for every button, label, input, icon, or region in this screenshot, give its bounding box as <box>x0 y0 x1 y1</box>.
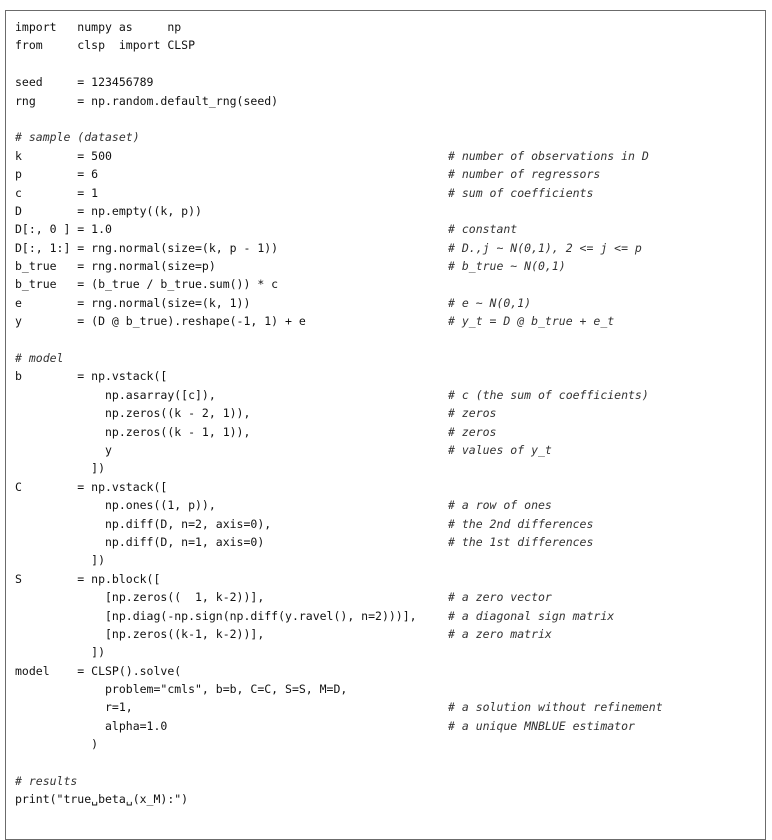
code-text: S = np.block([ <box>15 571 161 586</box>
inline-comment: # values of y_t <box>448 442 552 457</box>
code-text: ]) <box>15 461 106 476</box>
inline-comment: # the 1st differences <box>448 534 594 549</box>
code-line <box>15 643 766 661</box>
code-text: D[:, 0 ] = 1.0 <box>15 222 112 237</box>
code-text: np.diff(D, n=1, axis=0) <box>15 534 265 549</box>
code-text: from clsp import CLSP <box>15 38 196 53</box>
code-line <box>15 790 766 808</box>
inline-comment: # a zero matrix <box>448 626 552 641</box>
code-line <box>15 570 766 588</box>
code-line <box>15 680 766 698</box>
code-line <box>15 772 766 790</box>
inline-comment: # y_t = D @ b_true + e_t <box>448 314 615 329</box>
code-text: y <box>15 442 112 457</box>
inline-comment: # a zero vector <box>448 590 552 605</box>
code-line <box>15 754 766 772</box>
code-line <box>15 515 766 533</box>
code-line <box>15 533 766 551</box>
code-text: D = np.empty((k, p)) <box>15 203 202 218</box>
code-line <box>15 18 766 36</box>
code-text: import numpy as np <box>15 20 182 34</box>
code-text: ]) <box>15 645 106 660</box>
code-line <box>15 92 766 110</box>
code-text: rng = np.random.default_rng(seed) <box>15 93 279 108</box>
code-line <box>15 404 766 422</box>
code-text: np.diff(D, n=2, axis=0), <box>15 516 272 531</box>
code-line <box>15 625 766 643</box>
section-comment: # sample (dataset) <box>15 130 140 145</box>
code-text: np.zeros((k - 2, 1)), <box>15 406 251 421</box>
code-text: problem="cmls", b=b, C=C, S=S, M=D, <box>15 682 348 697</box>
code-text: b = np.vstack([ <box>15 369 168 384</box>
code-line <box>15 551 766 569</box>
code-line <box>15 147 766 165</box>
code-line <box>15 165 766 183</box>
code-line <box>15 110 766 128</box>
code-line <box>15 239 766 257</box>
code-text: print("true␣beta␣(x_M):") <box>15 792 189 807</box>
code-line <box>15 607 766 625</box>
code-line <box>15 128 766 146</box>
inline-comment: # a diagonal sign matrix <box>448 608 615 623</box>
inline-comment: # constant <box>448 222 518 237</box>
code-line <box>15 423 766 441</box>
code-text: [np.zeros(( 1, k-2))], <box>15 590 265 605</box>
code-text: np.zeros((k - 1, 1)), <box>15 424 251 439</box>
code-line <box>15 184 766 202</box>
inline-comment: # b_true ~ N(0,1) <box>448 259 566 274</box>
code-line <box>15 698 766 716</box>
code-line <box>15 312 766 330</box>
code-text: np.ones((1, p)), <box>15 498 216 513</box>
code-text: seed = 123456789 <box>15 75 154 90</box>
code-text: C = np.vstack([ <box>15 479 168 494</box>
inline-comment: # number of observations in D <box>448 148 649 163</box>
inline-comment: # the 2nd differences <box>448 516 594 531</box>
section-comment: # results <box>15 774 78 789</box>
code-text: model = CLSP().solve( <box>15 663 182 678</box>
section-comment: # model <box>15 351 64 366</box>
code-line <box>15 294 766 312</box>
inline-comment: # zeros <box>448 406 497 421</box>
code-line <box>15 220 766 238</box>
code-line <box>15 275 766 293</box>
code-text: [np.zeros((k-1, k-2))], <box>15 626 265 641</box>
inline-comment: # D.,j ~ N(0,1), 2 <= j <= p <box>448 240 642 255</box>
inline-comment: # c (the sum of coefficients) <box>448 387 649 402</box>
code-line <box>15 386 766 404</box>
code-line <box>15 257 766 275</box>
code-text: c = 1 <box>15 185 99 200</box>
code-line <box>15 367 766 385</box>
code-line <box>15 349 766 367</box>
inline-comment: # e ~ N(0,1) <box>448 295 532 310</box>
inline-comment: # a row of ones <box>448 498 552 513</box>
code-text: np.asarray([c]), <box>15 387 216 402</box>
code-text: ) <box>15 737 99 752</box>
code-line <box>15 459 766 477</box>
inline-comment: # a solution without refinement <box>448 700 663 715</box>
code-text: p = 6 <box>15 167 99 182</box>
code-text: b_true = (b_true / b_true.sum()) * c <box>15 277 279 292</box>
code-line <box>15 55 766 73</box>
code-line <box>15 202 766 220</box>
code-text: y = (D @ b_true).reshape(-1, 1) + e <box>15 314 306 329</box>
inline-comment: # sum of coefficients <box>448 185 594 200</box>
code-line <box>15 717 766 735</box>
code-text: alpha=1.0 <box>15 718 168 733</box>
inline-comment: # number of regressors <box>448 167 601 182</box>
code-line <box>15 496 766 514</box>
code-text: [np.diag(-np.sign(np.diff(y.ravel(), n=2)))], <box>15 608 417 623</box>
code-text: b_true = rng.normal(size=p) <box>15 259 216 274</box>
code-text: k = 500 <box>15 148 112 163</box>
code-text: r=1, <box>15 700 133 715</box>
code-line <box>15 73 766 91</box>
code-line <box>15 735 766 753</box>
code-text: e = rng.normal(size=(k, 1)) <box>15 295 251 310</box>
code-line <box>15 588 766 606</box>
code-listing <box>15 18 766 809</box>
code-line <box>15 478 766 496</box>
inline-comment: # a unique MNBLUE estimator <box>448 718 635 733</box>
code-line <box>15 662 766 680</box>
code-line <box>15 441 766 459</box>
inline-comment: # zeros <box>448 424 497 439</box>
code-line <box>15 331 766 349</box>
code-line <box>15 36 766 54</box>
code-text: D[:, 1:] = rng.normal(size=(k, p - 1)) <box>15 240 279 255</box>
code-text: ]) <box>15 553 106 568</box>
